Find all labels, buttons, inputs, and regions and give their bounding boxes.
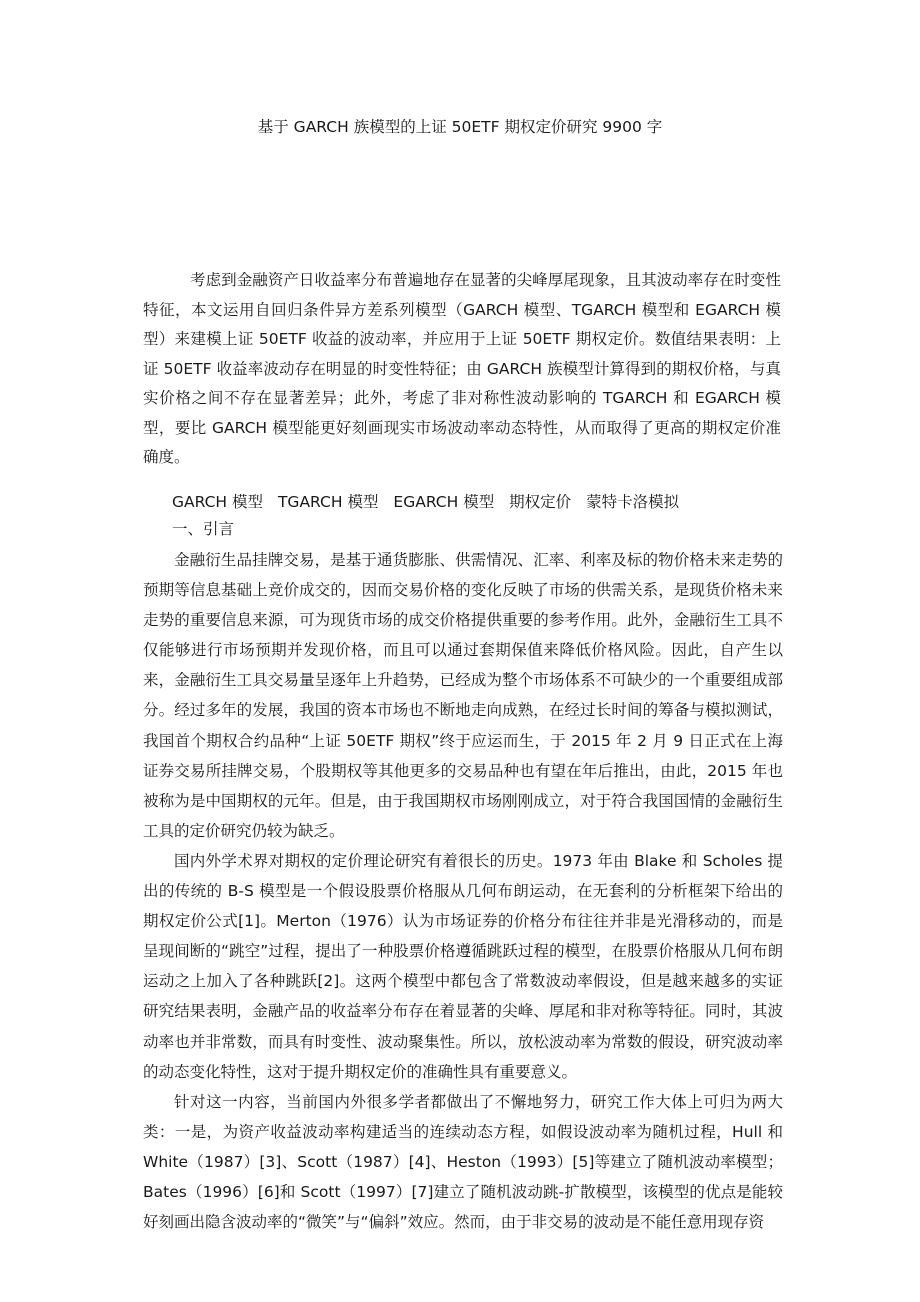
keyword: 蒙特卡洛模拟 <box>586 493 680 511</box>
abstract <box>143 266 781 473</box>
keyword: EGARCH 模型 <box>393 493 495 511</box>
document-title: 基于 GARCH 族模型的上证 50ETF 期权定价研究 9900 字 <box>257 118 663 136</box>
keyword: GARCH 模型 <box>172 493 264 511</box>
keyword: TGARCH 模型 <box>277 493 379 511</box>
paragraph: 针对这一内容，当前国内外很多学者都做出了不懈地努力，研究工作大体上可归为两大类：一是，为资产收益波动率构建适当的连续动态方程，如假设波动率为随机过程，Hull 和 White（1987）[3]、Scott（1987）[4]、Heston（1993）[5]等建立了随机波动率模型；Bates（1996）[6]和 Scott（1997）[7]建立了随机波动跳-扩散模型，该模型的优点是能较好刻画出隐含波动率的“微笑”与“偏斜”效应。然而，由于非交易的波动是不能任意用现存资 <box>143 1092 783 1232</box>
section-heading: 一、引言 <box>172 520 235 538</box>
keyword: 期权定价 <box>509 493 572 511</box>
body-text <box>143 545 783 1237</box>
abstract-text: 考虑到金融资产日收益率分布普遍地存在显著的尖峰厚尾现象，且其波动率存在时变性特征，本文运用自回归条件异方差系列模型（GARCH 模型、TGARCH 模型和 EGARCH 模型）来建模上证 50ETF 收益的波动率，并应用于上证 50ETF 期权定价。数值结果表明：上证 50ETF 收益率波动存在明显的时变性特征；由 GARCH 族模型计算得到的期权价格，与真实价格之间不存在显著差异；此外，考虑了非对称性波动影响的 TGARCH 和 EGARCH 模型，要比 GARCH 模型能更好刻画现实市场波动率动态特性，从而取得了更高的期权定价准确度。 <box>143 271 781 466</box>
keywords <box>172 490 792 514</box>
paragraph: 金融衍生品挂牌交易，是基于通货膨胀、供需情况、汇率、利率及标的物价格未来走势的预期等信息基础上竞价成交的，因而交易价格的变化反映了市场的供需关系，是现货价格未来走势的重要信息来源，可为现货市场的成交价格提供重要的参考作用。此外，金融衍生工具不仅能够进行市场预期并发现价格，而且可以通过套期保值来降低价格风险。因此，自产生以来，金融衍生工具交易量呈逐年上升趋势，已经成为整个市场体系不可缺少的一个重要组成部分。经过多年的发展，我国的资本市场也不断地走向成熟，在经过长时间的筹备与模拟测试，我国首个期权合约品种“上证 50ETF 期权”终于应运而生，于 2015 年 2 月 9 日正式在上海证券交易所挂牌交易，个股期权等其他更多的交易品种也有望在年后推出，由此，2015 年也被称为是中国期权的元年。但是，由于我国期权市场刚刚成立，对于符合我国国情的金融衍生工具的定价研究仍较为缺乏。 <box>143 551 783 840</box>
paragraph: 国内外学术界对期权的定价理论研究有着很长的历史。1973 年由 Blake 和 Scholes 提出的传统的 B-S 模型是一个假设股票价格服从几何布朗运动，在无套利的分析框架下给出的期权定价公式[1]。Merton（1976）认为市场证券的价格分布往往并非是光滑移动的，而是呈现间断的“跳空”过程，提出了一种股票价格遵循跳跃过程的模型，在股票价格服从几何布朗运动之上加入了各种跳跃[2]。这两个模型中都包含了常数波动率假设，但是越来越多的实证研究结果表明，金融产品的收益率分布存在着显著的尖峰、厚尾和非对称等特征。同时，其波动率也并非常数，而具有时变性、波动聚集性。所以，放松波动率为常数的假设，研究波动率的动态变化特性，这对于提升期权定价的准确性具有重要意义。 <box>143 851 783 1081</box>
